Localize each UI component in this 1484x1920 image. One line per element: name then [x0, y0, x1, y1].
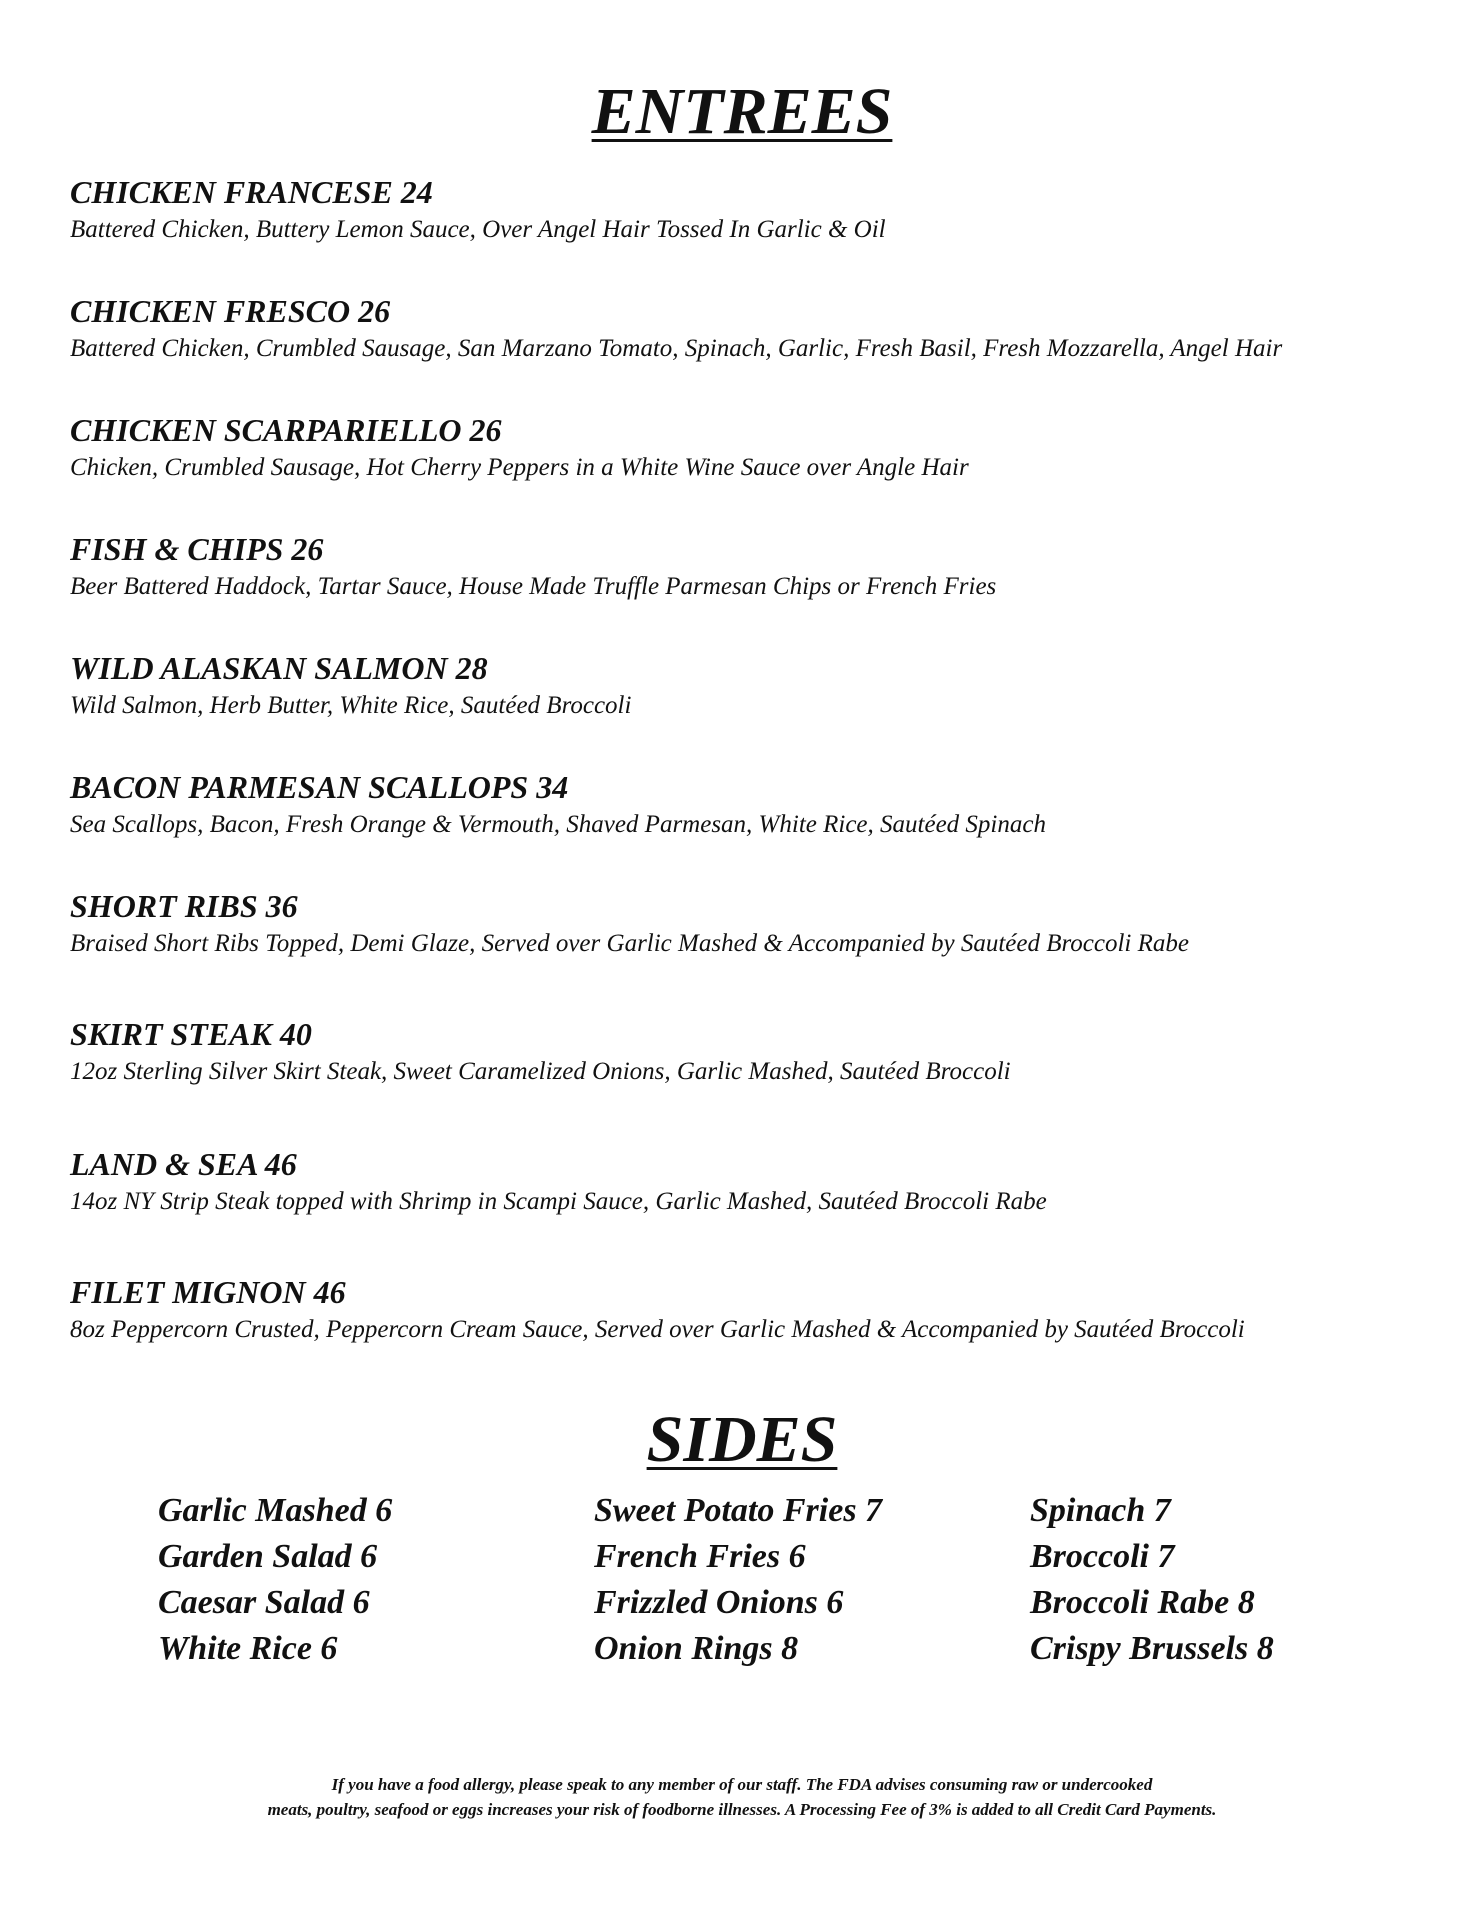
entree-item: [70, 1272, 1430, 1391]
side-item: Onion Rings 8: [594, 1630, 799, 1667]
side-item: White Rice 6: [158, 1630, 338, 1667]
side-item: Garlic Mashed 6: [158, 1492, 393, 1529]
sides-column: [1030, 1488, 1274, 1672]
entree-item: [70, 410, 1430, 529]
sides-column: [594, 1488, 882, 1672]
entree-description: Braised Short Ribs Topped, Demi Glaze, Served over Garlic Mashed & Accompanied by Sautéed Broccoli Rabe: [70, 930, 1189, 957]
sides-column: [158, 1488, 392, 1672]
entree-item: [70, 529, 1430, 648]
entrees-title: ENTREES: [591, 75, 893, 148]
entree-description: Wild Salmon, Herb Butter, White Rice, Sautéed Broccoli: [70, 692, 632, 719]
sides-title: SIDES: [646, 1403, 838, 1476]
entree-description: 8oz Peppercorn Crusted, Peppercorn Cream Sauce, Served over Garlic Mashed & Accompanied by Sautéed Broccoli: [70, 1316, 1245, 1343]
entree-name: BACON PARMESAN SCALLOPS 34: [70, 769, 569, 805]
side-item: Spinach 7: [1030, 1492, 1171, 1529]
side-item: Crispy Brussels 8: [1030, 1630, 1274, 1667]
side-item: Broccoli Rabe 8: [1030, 1584, 1255, 1621]
entree-description: Chicken, Crumbled Sausage, Hot Cherry Peppers in a White Wine Sauce over Angle Hair: [70, 454, 969, 481]
entree-name: CHICKEN SCARPARIELLO 26: [70, 412, 502, 448]
allergy-disclaimer: [0, 1772, 1484, 1822]
entree-name: SKIRT STEAK 40: [70, 1016, 312, 1052]
entree-name: CHICKEN FRESCO 26: [70, 293, 391, 329]
side-item: Garden Salad 6: [158, 1538, 378, 1575]
entree-name: WILD ALASKAN SALMON 28: [70, 650, 488, 686]
entree-item: [70, 172, 1430, 291]
entree-item: [70, 648, 1430, 767]
entree-name: LAND & SEA 46: [70, 1146, 297, 1182]
side-item: Broccoli 7: [1030, 1538, 1175, 1575]
entree-name: FILET MIGNON 46: [70, 1274, 346, 1310]
entrees-list: [70, 172, 1430, 1391]
entree-description: 14oz NY Strip Steak topped with Shrimp in Scampi Sauce, Garlic Mashed, Sautéed Broccoli Rabe: [70, 1188, 1047, 1215]
entree-description: Battered Chicken, Crumbled Sausage, San Marzano Tomato, Spinach, Garlic, Fresh Basil, Fresh Mozzarella, Angel Hair: [70, 335, 1283, 362]
entree-description: Battered Chicken, Buttery Lemon Sauce, Over Angel Hair Tossed In Garlic & Oil: [70, 216, 886, 243]
entree-item: [70, 1014, 1430, 1144]
entree-description: Sea Scallops, Bacon, Fresh Orange & Vermouth, Shaved Parmesan, White Rice, Sautéed Spinach: [70, 811, 1046, 838]
disclaimer-line: If you have a food allergy, please speak to any member of our staff. The FDA advises consuming raw or undercooked: [331, 1775, 1153, 1794]
side-item: Frizzled Onions 6: [594, 1584, 844, 1621]
side-item: French Fries 6: [594, 1538, 806, 1575]
entree-description: Beer Battered Haddock, Tartar Sauce, House Made Truffle Parmesan Chips or French Fries: [70, 573, 997, 600]
entree-item: [70, 291, 1430, 410]
entree-name: CHICKEN FRANCESE 24: [70, 174, 433, 210]
entree-name: SHORT RIBS 36: [70, 888, 298, 924]
entree-item: [70, 1144, 1430, 1272]
entree-name: FISH & CHIPS 26: [70, 531, 324, 567]
entree-description: 12oz Sterling Silver Skirt Steak, Sweet Caramelized Onions, Garlic Mashed, Sautéed Broccoli: [70, 1058, 1011, 1085]
disclaimer-line: meats, poultry, seafood or eggs increases your risk of foodborne illnesses. A Processing Fee of 3% is added to all Credit Card Payments.: [267, 1800, 1217, 1819]
side-item: Caesar Salad 6: [158, 1584, 370, 1621]
side-item: Sweet Potato Fries 7: [594, 1492, 883, 1529]
entree-item: [70, 886, 1430, 1014]
entree-item: [70, 767, 1430, 886]
